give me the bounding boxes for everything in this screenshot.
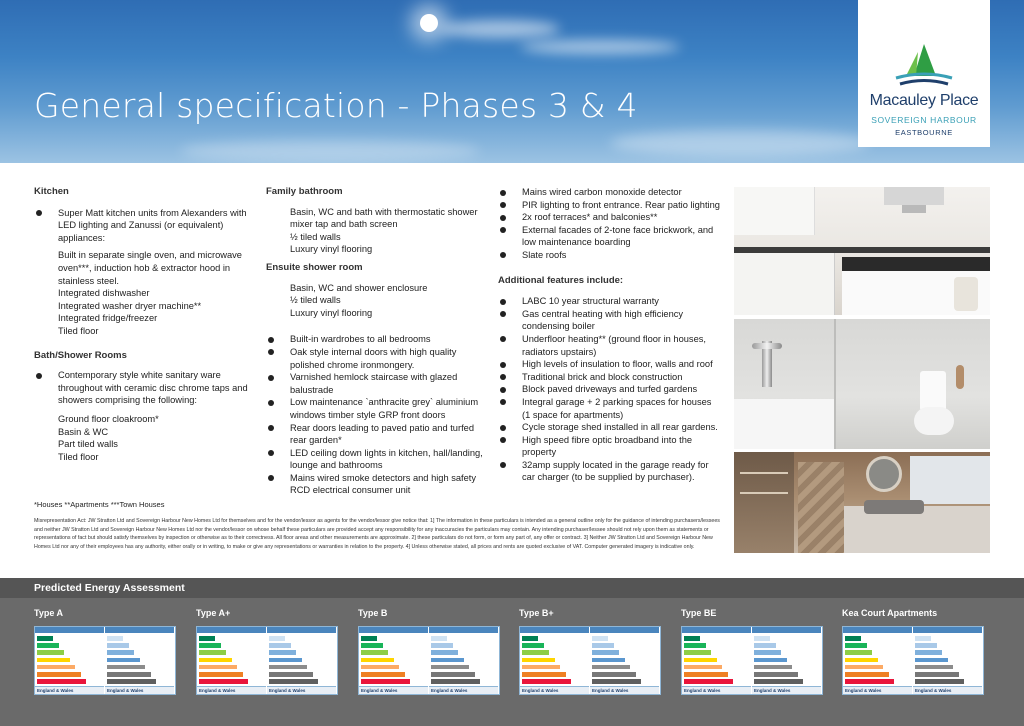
rating-band: [592, 658, 625, 663]
energy-header: [0, 578, 1024, 598]
list-item: Traditional brick and block construction: [498, 371, 720, 384]
rating-band: [269, 665, 307, 670]
list-item: Low maintenance `anthracite grey` aluminium windows timber style GRP front doors: [266, 396, 486, 421]
list-item: Rear doors leading to paved patio and turfed rear garden*: [266, 422, 486, 447]
chart-footer-label: England & Wales: [199, 688, 236, 693]
rating-band: [592, 650, 619, 655]
chart-footer: [590, 686, 659, 694]
chart-footer-label: England & Wales: [361, 688, 398, 693]
environmental-impact-chart: [752, 627, 821, 694]
rating-band: [199, 658, 232, 663]
cloakroom-heading: Ground floor cloakroom*: [58, 413, 159, 424]
rating-band: [107, 650, 134, 655]
list-item: LABC 10 year structural warranty: [498, 295, 720, 308]
rating-band: [845, 658, 878, 663]
rating-band: [522, 636, 538, 641]
energy-type-label: Type B: [358, 608, 388, 618]
rating-band: [915, 636, 931, 641]
chart-title-bar: [35, 627, 104, 633]
chart-footer: [752, 686, 821, 694]
cloud: [180, 140, 480, 162]
rating-band: [269, 643, 291, 648]
logo-location: EASTBOURNE: [895, 128, 953, 137]
rating-band: [915, 650, 942, 655]
rating-band: [684, 650, 711, 655]
energy-heading: Predicted Energy Assessment: [34, 582, 185, 594]
list-item: ½ tiled walls: [290, 231, 341, 242]
header-banner: [0, 0, 1024, 163]
list-item: Underfloor heating** (ground floor in houses, radiators upstairs): [498, 333, 720, 358]
rating-band: [107, 665, 145, 670]
energy-type-label: Kea Court Apartments: [842, 608, 938, 618]
rating-band: [37, 650, 64, 655]
rating-band: [522, 650, 549, 655]
list-item: Varnished hemlock staircase with glazed balustrade: [266, 371, 486, 396]
rating-band: [754, 679, 803, 684]
rating-band: [915, 679, 964, 684]
rating-band: [269, 658, 302, 663]
rating-band: [684, 665, 722, 670]
rating-band: [845, 650, 872, 655]
ensuite-heading: Ensuite shower room: [266, 261, 363, 273]
rating-band: [684, 658, 717, 663]
rating-band: [845, 679, 894, 684]
footnote: *Houses **Apartments ***Town Houses: [34, 500, 165, 509]
chart-footer-label: England & Wales: [845, 688, 882, 693]
energy-efficiency-chart: [197, 627, 266, 694]
chart-footer-label: England & Wales: [915, 688, 952, 693]
list-item: 2x roof terraces* and balconies**: [498, 211, 720, 224]
kitchen-photo: [734, 187, 990, 315]
chart-footer: [359, 686, 428, 694]
rating-band: [915, 672, 959, 677]
chart-title-bar: [520, 627, 589, 633]
chart-footer: [520, 686, 589, 694]
rating-band: [199, 636, 215, 641]
sail-logo-icon: [890, 42, 958, 90]
energy-rating-card: [34, 626, 176, 695]
rating-band: [754, 643, 776, 648]
energy-rating-card: [681, 626, 823, 695]
rating-band: [37, 643, 59, 648]
rating-band: [107, 636, 123, 641]
list-item: Contemporary style white sanitary ware throughout with ceramic disc chrome taps and showers comprising the following:: [34, 369, 250, 407]
chart-footer-label: England & Wales: [522, 688, 559, 693]
list-item: Mains wired smoke detectors and high safety RCD electrical consumer unit: [266, 472, 486, 497]
chart-footer-label: England & Wales: [592, 688, 629, 693]
energy-efficiency-chart: [35, 627, 104, 694]
logo: [858, 0, 990, 147]
list-item: Slate roofs: [498, 249, 720, 262]
rating-band: [754, 665, 792, 670]
logo-name: Macauley Place: [869, 92, 979, 109]
energy-efficiency-chart: [520, 627, 589, 694]
list-item: 32amp supply located in the garage ready for car charger (to be supplied by purchaser).: [498, 459, 720, 484]
rating-band: [915, 643, 937, 648]
rating-band: [37, 672, 81, 677]
energy-type-label: Type B+: [519, 608, 554, 618]
chart-title-bar: [267, 627, 336, 633]
rating-band: [431, 658, 464, 663]
rating-band: [361, 658, 394, 663]
rating-band: [684, 672, 728, 677]
chart-footer-label: England & Wales: [37, 688, 74, 693]
rating-band: [361, 650, 388, 655]
environmental-impact-chart: [429, 627, 498, 694]
rating-band: [845, 643, 867, 648]
spec-column-3: [498, 186, 720, 484]
rating-band: [754, 658, 787, 663]
list-item: Luxury vinyl flooring: [290, 244, 373, 255]
rating-band: [522, 665, 560, 670]
rating-band: [107, 679, 156, 684]
rating-band: [431, 679, 480, 684]
spec-column-1: [34, 186, 250, 463]
kitchen-heading: Kitchen: [34, 186, 69, 197]
rating-band: [522, 679, 571, 684]
chart-footer-label: England & Wales: [107, 688, 144, 693]
cloud: [610, 130, 870, 156]
rating-band: [269, 672, 313, 677]
spec-column-2: [266, 186, 486, 497]
list-item: Basin & WC: [58, 426, 109, 437]
energy-type-label: Type A: [34, 608, 64, 618]
list-item: Tiled floor: [58, 451, 99, 462]
list-item: Integrated fridge/freezer: [58, 313, 158, 324]
list-item: Part tiled walls: [58, 439, 118, 450]
rating-band: [361, 672, 405, 677]
energy-efficiency-chart: [682, 627, 751, 694]
energy-efficiency-chart: [359, 627, 428, 694]
bathroom-photo: [734, 319, 990, 449]
rating-band: [915, 658, 948, 663]
list-item: ½ tiled walls: [290, 295, 341, 306]
chart-footer: [913, 686, 982, 694]
chart-footer: [429, 686, 498, 694]
rating-band: [592, 679, 641, 684]
rating-band: [361, 665, 399, 670]
rating-band: [431, 650, 458, 655]
chart-title-bar: [197, 627, 266, 633]
chart-title-bar: [359, 627, 428, 633]
chart-title-bar: [682, 627, 751, 633]
bedroom-photo: [734, 452, 990, 553]
chart-footer-label: England & Wales: [754, 688, 791, 693]
list-item: Built in separate single oven, and microwave oven***, induction hob & extractor hood in stainless steel.: [58, 250, 242, 286]
energy-rating-card: [196, 626, 338, 695]
chart-footer: [267, 686, 336, 694]
rating-band: [845, 672, 889, 677]
rating-band: [592, 672, 636, 677]
chart-footer-label: England & Wales: [269, 688, 306, 693]
chart-title-bar: [913, 627, 982, 633]
list-item: High levels of insulation to floor, walls and roof: [498, 358, 720, 371]
rating-band: [684, 636, 700, 641]
chart-footer: [197, 686, 266, 694]
environmental-impact-chart: [590, 627, 659, 694]
rating-band: [269, 650, 296, 655]
rating-band: [915, 665, 953, 670]
rating-band: [522, 658, 555, 663]
chart-title-bar: [105, 627, 174, 633]
energy-type-label: Type A+: [196, 608, 231, 618]
cloud: [440, 20, 560, 38]
chart-footer-label: England & Wales: [684, 688, 721, 693]
energy-rating-card: [358, 626, 500, 695]
energy-rating-card: [842, 626, 984, 695]
list-item: Cycle storage shed installed in all rear gardens.: [498, 421, 720, 434]
environmental-impact-chart: [267, 627, 336, 694]
list-item: Integral garage + 2 parking spaces for houses (1 space for apartments): [498, 396, 720, 421]
chart-footer: [843, 686, 912, 694]
rating-band: [269, 636, 285, 641]
list-item: PIR lighting to front entrance. Rear patio lighting: [498, 199, 720, 212]
chart-footer: [105, 686, 174, 694]
rating-band: [107, 658, 140, 663]
rating-band: [592, 643, 614, 648]
chart-footer: [35, 686, 104, 694]
rating-band: [754, 650, 781, 655]
rating-band: [845, 636, 861, 641]
list-item: Basin, WC and shower enclosure: [290, 282, 428, 293]
family-bathroom-heading: Family bathroom: [266, 186, 343, 197]
rating-band: [107, 643, 129, 648]
cloud: [520, 40, 680, 54]
chart-title-bar: [752, 627, 821, 633]
rating-band: [522, 643, 544, 648]
rating-band: [684, 679, 733, 684]
rating-band: [37, 679, 86, 684]
list-item: Built-in wardrobes to all bedrooms: [266, 333, 486, 346]
rating-band: [361, 636, 377, 641]
chart-title-bar: [843, 627, 912, 633]
rating-band: [845, 665, 883, 670]
environmental-impact-chart: [105, 627, 174, 694]
chart-footer: [682, 686, 751, 694]
rating-band: [431, 665, 469, 670]
list-item: LED ceiling down lights in kitchen, hall/landing, lounge and bathrooms: [266, 447, 486, 472]
list-item: High speed fibre optic broadband into the property: [498, 434, 720, 459]
chart-title-bar: [590, 627, 659, 633]
list-item: Integrated dishwasher: [58, 288, 150, 299]
rating-band: [199, 679, 248, 684]
list-item: Basin, WC and bath with thermostatic shower mixer tap and bath screen: [290, 206, 478, 230]
sun: [420, 14, 438, 32]
rating-band: [431, 672, 475, 677]
rating-band: [199, 643, 221, 648]
list-item: Luxury vinyl flooring: [290, 307, 373, 318]
rating-band: [361, 643, 383, 648]
rating-band: [37, 658, 70, 663]
energy-efficiency-chart: [843, 627, 912, 694]
rating-band: [754, 636, 770, 641]
rating-band: [269, 679, 318, 684]
bath-heading: Bath/Shower Rooms: [34, 349, 127, 361]
disclaimer: Misrepresentation Act: JW Stratton Ltd and Sovereign Harbour New Homes Ltd for themselves and for the vendor/lessor as agents for the vendor/lessor give notice that: 1] The information in these particulars is intended as a general outline only for the guidance of intending purchasers/lessees and neither JW Stratton Ltd and Sovereign Harbour New Homes Ltd nor the vendor/lessor on whose behalf these particulars are provided accept any responsibility for any inaccuracies the particulars may contain. Any intending purchaser/lessee should not rely upon them as statements or representations of fact but should satisfy themselves by inspection or otherwise as to their correctness. All floor areas and other measurements are approximate. 2] these particulars do not form, or form any part of, any offer or contract. 3] Neither JW Stratton Ltd and Sovereign Harbour New Homes Ltd nor any of their employees has any authority, either orally or in writing, to make or give any representations or warranties in relation to the property. 4] Unless otherwise stated, all prices and rents are quoted exclusive of VAT. Computer generated imagery is indicative only.: [34, 518, 720, 550]
rating-band: [592, 665, 630, 670]
rating-band: [37, 665, 75, 670]
page-title: General specification - Phases 3 & 4: [34, 86, 638, 125]
list-item: Tiled floor: [58, 325, 99, 336]
photo-strip: [734, 187, 990, 553]
rating-band: [431, 643, 453, 648]
list-item: Gas central heating with high efficiency condensing boiler: [498, 308, 720, 333]
rating-band: [431, 636, 447, 641]
rating-band: [522, 672, 566, 677]
rating-band: [199, 665, 237, 670]
additional-features-heading: Additional features include:: [498, 274, 624, 286]
chart-footer-label: England & Wales: [431, 688, 468, 693]
list-item: Mains wired carbon monoxide detector: [498, 186, 720, 199]
energy-type-label: Type BE: [681, 608, 717, 618]
rating-band: [754, 672, 798, 677]
rating-band: [37, 636, 53, 641]
energy-rating-card: [519, 626, 661, 695]
list-item: Oak style internal doors with high quality polished chrome ironmongery.: [266, 346, 486, 371]
list-item: Super Matt kitchen units from Alexanders with LED lighting and Zanussi (or equivalent) appliances:: [34, 207, 250, 245]
list-item: Block paved driveways and turfed gardens: [498, 383, 720, 396]
rating-band: [684, 643, 706, 648]
environmental-impact-chart: [913, 627, 982, 694]
logo-subtitle: SOVEREIGN HARBOUR: [871, 115, 977, 125]
rating-band: [592, 636, 608, 641]
rating-band: [199, 672, 243, 677]
rating-band: [361, 679, 410, 684]
list-item: Integrated washer dryer machine**: [58, 300, 202, 311]
rating-band: [199, 650, 226, 655]
rating-band: [107, 672, 151, 677]
list-item: External facades of 2-tone face brickwork, and low maintenance boarding: [498, 224, 720, 249]
chart-title-bar: [429, 627, 498, 633]
